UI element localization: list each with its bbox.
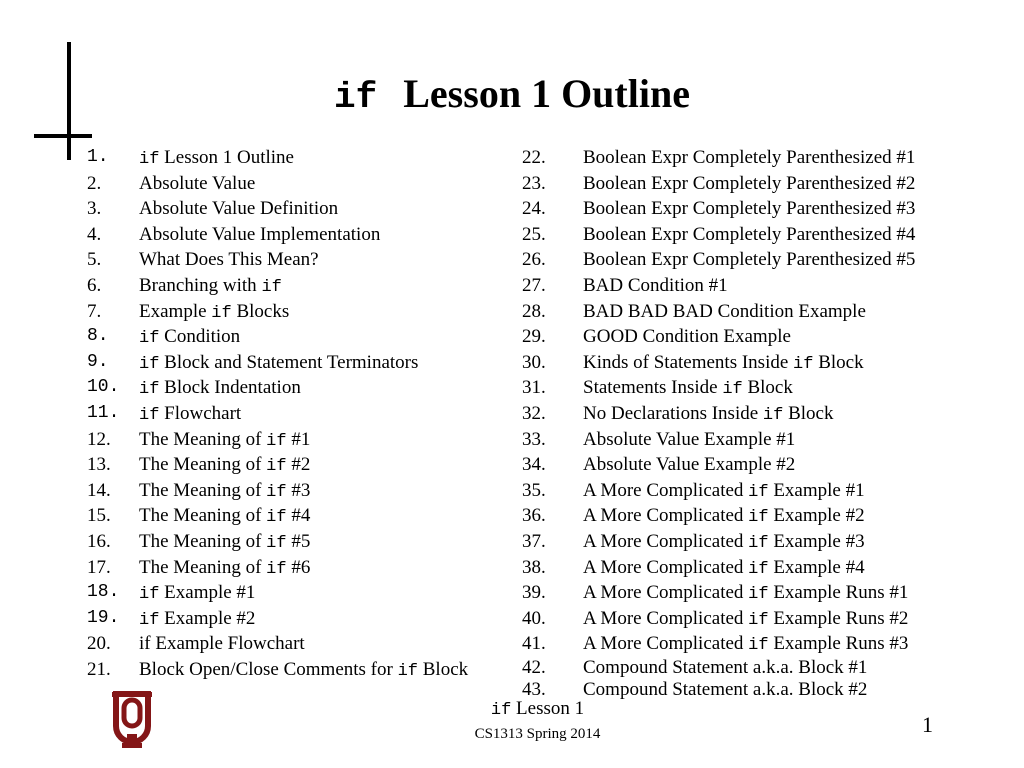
outline-item-text: Block	[783, 402, 834, 424]
slide-title	[0, 70, 1024, 120]
outline-item	[87, 375, 468, 401]
outline-item-number: 2.	[87, 172, 102, 194]
outline-item-text: Absolute Value Implementation	[139, 223, 381, 245]
outline-item-text: Kinds of Statements Inside	[583, 351, 794, 373]
outline-item	[522, 222, 915, 248]
outline-item-text: Example #4	[768, 556, 865, 578]
outline-item	[522, 401, 915, 427]
outline-item-number: 7.	[87, 300, 102, 322]
outline-item-text: Block	[418, 658, 469, 680]
outline-item-code: if	[748, 482, 769, 502]
outline-item-text: A More Complicated	[583, 530, 749, 552]
outline-item	[522, 478, 915, 504]
outline-item-text: Block Indentation	[159, 377, 301, 399]
outline-item	[522, 452, 915, 478]
outline-item-text: Compound Statement a.k.a. Block #1	[583, 656, 868, 678]
outline-item-text: BAD Condition #1	[583, 274, 728, 296]
outline-item-number: 20.	[87, 633, 111, 655]
outline-item-number: 25.	[522, 223, 546, 245]
outline-item-number: 23.	[522, 172, 546, 194]
outline-item	[522, 631, 915, 657]
outline-item-text: The Meaning of	[139, 479, 267, 501]
outline-item-text: Absolute Value Example #1	[583, 428, 796, 450]
outline-item-code: if	[793, 354, 814, 374]
outline-item	[87, 580, 468, 606]
outline-item-code: if	[139, 380, 160, 400]
outline-item-text: Compound Statement a.k.a. Block #2	[583, 678, 868, 700]
outline-item-text: A More Complicated	[583, 633, 749, 655]
outline-item	[87, 350, 468, 376]
footer-lesson	[0, 698, 1024, 720]
outline-item-code: if	[139, 329, 160, 349]
outline-item-text: What Does This Mean?	[139, 249, 319, 271]
outline-item	[522, 375, 915, 401]
outline-item-text: #3	[286, 479, 311, 501]
outline-item-code: if	[397, 661, 418, 681]
outline-item-text: Flowchart	[159, 402, 242, 424]
outline-item-code: if	[748, 610, 769, 630]
outline-item-number: 37.	[522, 530, 546, 552]
outline-item-code: if	[762, 405, 784, 425]
outline-item	[522, 324, 915, 350]
outline-item-text: The Meaning of	[139, 505, 267, 527]
outline-item	[87, 503, 468, 529]
outline-item-text: Boolean Expr Completely Parenthesized #4	[583, 223, 916, 245]
outline-item-number: 11.	[87, 402, 120, 423]
outline-item-code: if	[211, 303, 232, 323]
outline-item-number: 34.	[522, 454, 546, 476]
outline-item-text: Boolean Expr Completely Parenthesized #2	[583, 172, 916, 194]
footer-course: CS1313 Spring 2014	[474, 726, 601, 742]
outline-item	[522, 171, 915, 197]
outline-item-number: 6.	[87, 274, 102, 296]
outline-item-number: 19.	[87, 607, 120, 628]
outline-item-text: Example Runs #1	[768, 582, 909, 604]
outline-item	[87, 478, 468, 504]
outline-item-code: if	[266, 482, 287, 502]
title-text: Lesson 1 Outline	[403, 71, 690, 116]
outline-item-text: #4	[286, 505, 311, 527]
outline-item-number: 42.	[522, 656, 546, 678]
outline-item-code: if	[139, 354, 160, 374]
outline-item-number: 26.	[522, 249, 546, 271]
outline-left-column	[87, 145, 468, 682]
outline-item-text: Example Runs #3	[768, 633, 909, 655]
outline-item	[522, 273, 915, 299]
outline-item-text: A More Complicated	[583, 607, 749, 629]
outline-item-number: 18.	[87, 582, 120, 603]
outline-item-number: 40.	[522, 607, 546, 629]
outline-item	[522, 529, 915, 555]
page-number: 1	[922, 712, 933, 737]
footer-code: if	[490, 701, 512, 720]
outline-item-number: 16.	[87, 530, 111, 552]
outline-item-text: Branching with	[139, 274, 262, 296]
footer-lesson-text: Lesson 1	[511, 698, 585, 719]
outline-item	[87, 273, 468, 299]
title-code: if	[334, 77, 378, 118]
outline-item	[87, 555, 468, 581]
outline-item	[522, 299, 915, 325]
outline-item-code: if	[266, 559, 287, 579]
outline-item-text: #6	[286, 556, 311, 578]
outline-item-number: 27.	[522, 274, 546, 296]
outline-item-text: Example Runs #2	[768, 607, 909, 629]
outline-item-text: The Meaning of	[139, 556, 267, 578]
outline-item-number: 9.	[87, 351, 109, 372]
outline-item-code: if	[748, 559, 769, 579]
outline-item	[522, 196, 915, 222]
outline-item-number: 8.	[87, 326, 109, 347]
outline-item-text: #1	[286, 428, 311, 450]
outline-item-number: 24.	[522, 198, 546, 220]
outline-item-text: A More Complicated	[583, 505, 749, 527]
outline-item-code: if	[748, 636, 769, 656]
outline-item-text: The Meaning of	[139, 530, 267, 552]
outline-item	[522, 350, 915, 376]
outline-item-text: Block	[742, 377, 793, 399]
outline-item-number: 21.	[87, 658, 111, 680]
outline-item-code: if	[722, 380, 743, 400]
outline-item-code: if	[139, 150, 160, 169]
outline-item-code: if	[139, 585, 160, 605]
outline-item-code: if	[748, 508, 769, 528]
outline-item-text: Example #2	[768, 505, 865, 527]
outline-item-text: Absolute Value Example #2	[583, 454, 796, 476]
outline-item-text: Example #1	[159, 582, 256, 604]
outline-item-number: 39.	[522, 582, 546, 604]
outline-item	[87, 631, 468, 657]
outline-item-number: 31.	[522, 377, 546, 399]
outline-item-text: Example #3	[768, 530, 865, 552]
outline-item-number: 30.	[522, 351, 546, 373]
outline-item-text: Block	[813, 351, 864, 373]
outline-item	[87, 222, 468, 248]
outline-item	[522, 657, 915, 679]
outline-item-text: GOOD Condition Example	[583, 326, 791, 348]
outline-item-text: BAD BAD BAD Condition Example	[583, 300, 866, 322]
outline-item-code: if	[139, 405, 160, 425]
outline-item	[87, 657, 468, 683]
outline-item-number: 41.	[522, 633, 546, 655]
outline-item-text: Boolean Expr Completely Parenthesized #1	[583, 147, 916, 168]
outline-item-text: The Meaning of	[139, 454, 267, 476]
outline-item-number: 32.	[522, 402, 546, 424]
outline-item	[522, 427, 915, 453]
outline-item-number: 3.	[87, 198, 102, 220]
outline-item-number: 14.	[87, 479, 111, 501]
outline-item-text: Absolute Value Definition	[139, 198, 339, 220]
outline-item-text: Block and Statement Terminators	[159, 351, 419, 373]
outline-item-code: if	[266, 508, 287, 528]
outline-item-number: 12.	[87, 428, 111, 450]
outline-item	[522, 247, 915, 273]
outline-item-text: Block Open/Close Comments for	[139, 658, 398, 680]
outline-item-code: if	[266, 431, 287, 451]
outline-item	[522, 555, 915, 581]
outline-item	[87, 145, 468, 171]
outline-item-text: Statements Inside	[583, 377, 723, 399]
outline-item	[87, 171, 468, 197]
outline-item-number: 1.	[87, 147, 109, 167]
outline-item-text: #2	[286, 454, 311, 476]
outline-item-number: 4.	[87, 223, 102, 245]
outline-item-number: 22.	[522, 147, 546, 168]
outline-item-text: A More Complicated	[583, 556, 749, 578]
outline-item-number: 38.	[522, 556, 546, 578]
outline-item	[87, 427, 468, 453]
outline-item-text: A More Complicated	[583, 582, 749, 604]
outline-item	[87, 606, 468, 632]
outline-item-code: if	[748, 585, 769, 605]
outline-item-number: 10.	[87, 377, 120, 398]
outline-item-number: 35.	[522, 479, 546, 501]
outline-item-code: if	[748, 533, 769, 553]
outline-item	[522, 580, 915, 606]
outline-item	[87, 401, 468, 427]
outline-item-text: Absolute Value	[139, 172, 256, 194]
outline-item-number: 33.	[522, 428, 546, 450]
outline-item-number: 29.	[522, 326, 546, 348]
outline-item-number: 28.	[522, 300, 546, 322]
outline-item-text: Boolean Expr Completely Parenthesized #3	[583, 198, 916, 220]
outline-item-text: Blocks	[231, 300, 290, 322]
outline-item-code: if	[266, 533, 287, 553]
outline-item	[87, 529, 468, 555]
outline-item	[87, 452, 468, 478]
outline-item	[522, 145, 915, 171]
outline-item	[522, 606, 915, 632]
outline-item	[87, 196, 468, 222]
outline-item-number: 36.	[522, 505, 546, 527]
outline-item	[87, 324, 468, 350]
outline-item	[87, 299, 468, 325]
outline-item-code: if	[139, 610, 160, 630]
outline-right-column	[522, 145, 915, 701]
outline-item-text: Example #1	[768, 479, 865, 501]
outline-item-text: Example	[139, 300, 212, 322]
slide-corner-rule-horizontal	[34, 134, 92, 138]
outline-item-text: Boolean Expr Completely Parenthesized #5	[583, 249, 916, 271]
outline-item-text: No Declarations Inside	[583, 402, 763, 424]
outline-item-text: #5	[286, 530, 311, 552]
outline-item-text: Lesson 1 Outline	[159, 147, 294, 168]
outline-item	[522, 503, 915, 529]
outline-item-text: The Meaning of	[139, 428, 267, 450]
outline-item	[87, 247, 468, 273]
outline-item-code: if	[266, 457, 287, 477]
outline-item-number: 13.	[87, 454, 111, 476]
outline-item-text: A More Complicated	[583, 479, 749, 501]
outline-item-text: Condition	[159, 326, 241, 348]
outline-item-text: Example #2	[159, 607, 256, 629]
outline-item-text: if Example Flowchart	[139, 633, 305, 655]
outline-item-number: 5.	[87, 249, 102, 271]
outline-item-number: 43.	[522, 678, 546, 700]
outline-item-number: 15.	[87, 505, 111, 527]
outline-item-code: if	[261, 277, 282, 297]
outline-item-number: 17.	[87, 556, 111, 578]
